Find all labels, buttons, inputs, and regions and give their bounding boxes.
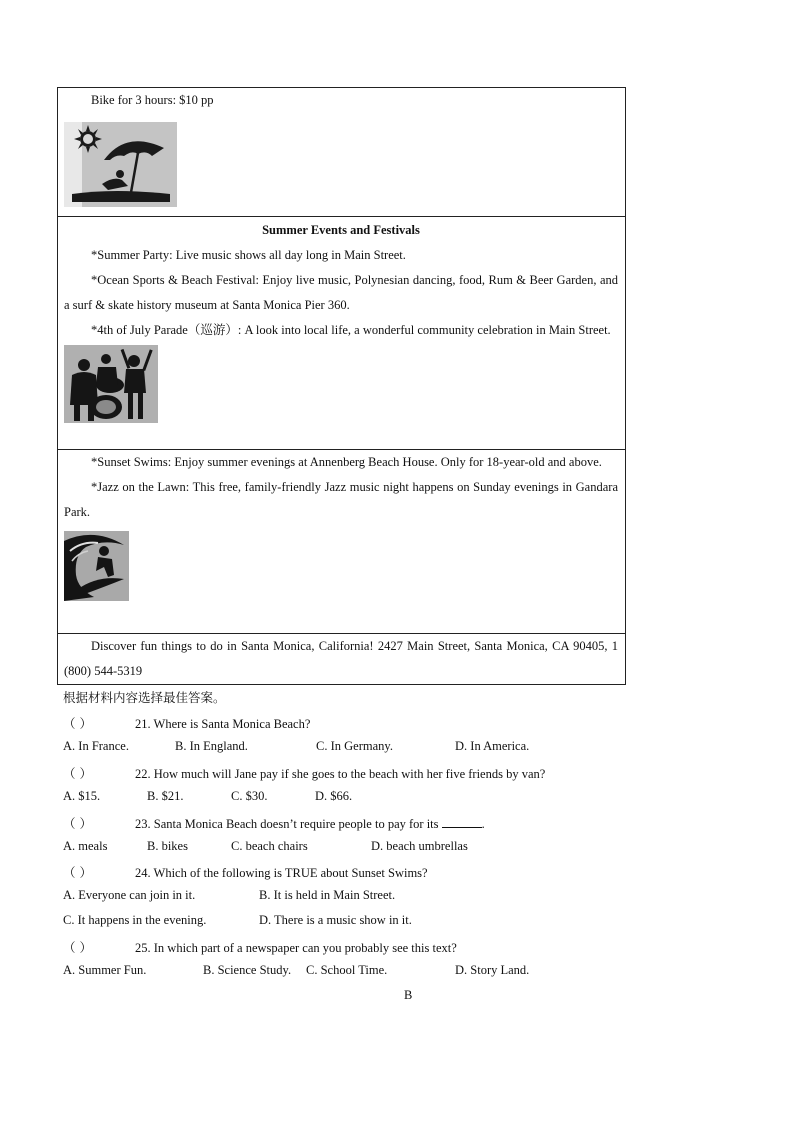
sunset-swims-text: *Sunset Swims: Enjoy summer evenings at Annenberg Beach House. Only for 18-year-old and above. [91, 455, 602, 469]
info-table [57, 87, 626, 685]
question-23-stem: 23. Santa Monica Beach doesn’t require people to pay for its [135, 817, 439, 831]
answer-blank-24[interactable]: （ ） [63, 865, 92, 880]
q21-option-b: B. In England. [175, 739, 248, 753]
events-section [58, 216, 625, 449]
q23-option-a: A. meals [63, 839, 108, 853]
q22-option-a: A. $15. [63, 789, 101, 803]
jazz-lawn-text: *Jazz on the Lawn: This free, family-friendly Jazz music night happens on Sunday evenings in Gandara Park. [64, 480, 618, 519]
q21-option-a: A. In France. [63, 739, 129, 753]
q21-option-d: D. In America. [455, 739, 530, 753]
question-22-stem: 22. How much will Jane pay if she goes to the beach with her five friends by van? [135, 767, 546, 781]
q24-option-d: D. There is a music show in it. [259, 913, 412, 927]
q25-option-b: B. Science Study. [203, 963, 292, 977]
question-24 [63, 863, 428, 881]
q23-option-c: C. beach chairs [231, 839, 308, 853]
question-25 [63, 938, 457, 956]
question-21 [63, 714, 310, 732]
surfer-wave-image [64, 531, 129, 601]
swims-jazz-section [58, 449, 625, 633]
q21-option-c: C. In Germany. [316, 739, 393, 753]
q22-option-d: D. $66. [315, 789, 353, 803]
q24-option-b: B. It is held in Main Street. [259, 888, 396, 902]
answer-blank-25[interactable]: （ ） [63, 940, 92, 955]
parade-text [64, 318, 618, 343]
question-23 [63, 814, 485, 832]
question-25-stem: 25. In which part of a newspaper can you probably see this text? [135, 941, 457, 955]
fill-in-blank [442, 816, 482, 828]
ocean-festival-text: *Ocean Sports & Beach Festival: Enjoy live music, Polynesian dancing, food, Rum & Beer Garden, and a surf & skate history museum at Santa Monica Pier 360. [64, 273, 618, 312]
q22-option-b: B. $21. [147, 789, 184, 803]
beach-umbrella-sun-image [64, 122, 177, 207]
q24-option-c: C. It happens in the evening. [63, 913, 207, 927]
answer-blank-21[interactable]: （ ） [63, 716, 92, 731]
q25-option-c: C. School Time. [306, 963, 388, 977]
band-musicians-image [64, 345, 158, 423]
question-21-stem: 21. Where is Santa Monica Beach? [135, 717, 311, 731]
q23-option-d: D. beach umbrellas [371, 839, 468, 853]
q25-option-d: D. Story Land. [455, 963, 530, 977]
q22-option-c: C. $30. [231, 789, 268, 803]
bike-price-text: Bike for 3 hours: $10 pp [91, 93, 214, 107]
q25-option-a: A. Summer Fun. [63, 963, 147, 977]
question-22 [63, 764, 545, 782]
parade-text-content: *4th of July Parade（巡游）: A look into local life, a wonderful community celebration in Main Street. [91, 323, 611, 337]
summer-party-text: *Summer Party: Live music shows all day long in Main Street. [91, 248, 406, 262]
question-23-stem-end: . [481, 817, 485, 831]
contact-text: Discover fun things to do in Santa Monica, California! 2427 Main Street, Santa Monica, CA 90405, 1 (800) 544-5319 [64, 639, 618, 678]
contact-section [58, 633, 625, 684]
answer-blank-23[interactable]: （ ） [63, 816, 92, 831]
events-heading: Summer Events and Festivals [262, 223, 420, 237]
answer-blank-22[interactable]: （ ） [63, 766, 92, 781]
q23-option-b: B. bikes [147, 839, 188, 853]
instruction-text: 根据材料内容选择最佳答案。 [63, 690, 226, 705]
question-24-stem: 24. Which of the following is TRUE about Sunset Swims? [135, 866, 428, 880]
bike-section [58, 88, 625, 216]
q24-option-a: A. Everyone can join in it. [63, 888, 196, 902]
section-letter: B [404, 988, 413, 1002]
